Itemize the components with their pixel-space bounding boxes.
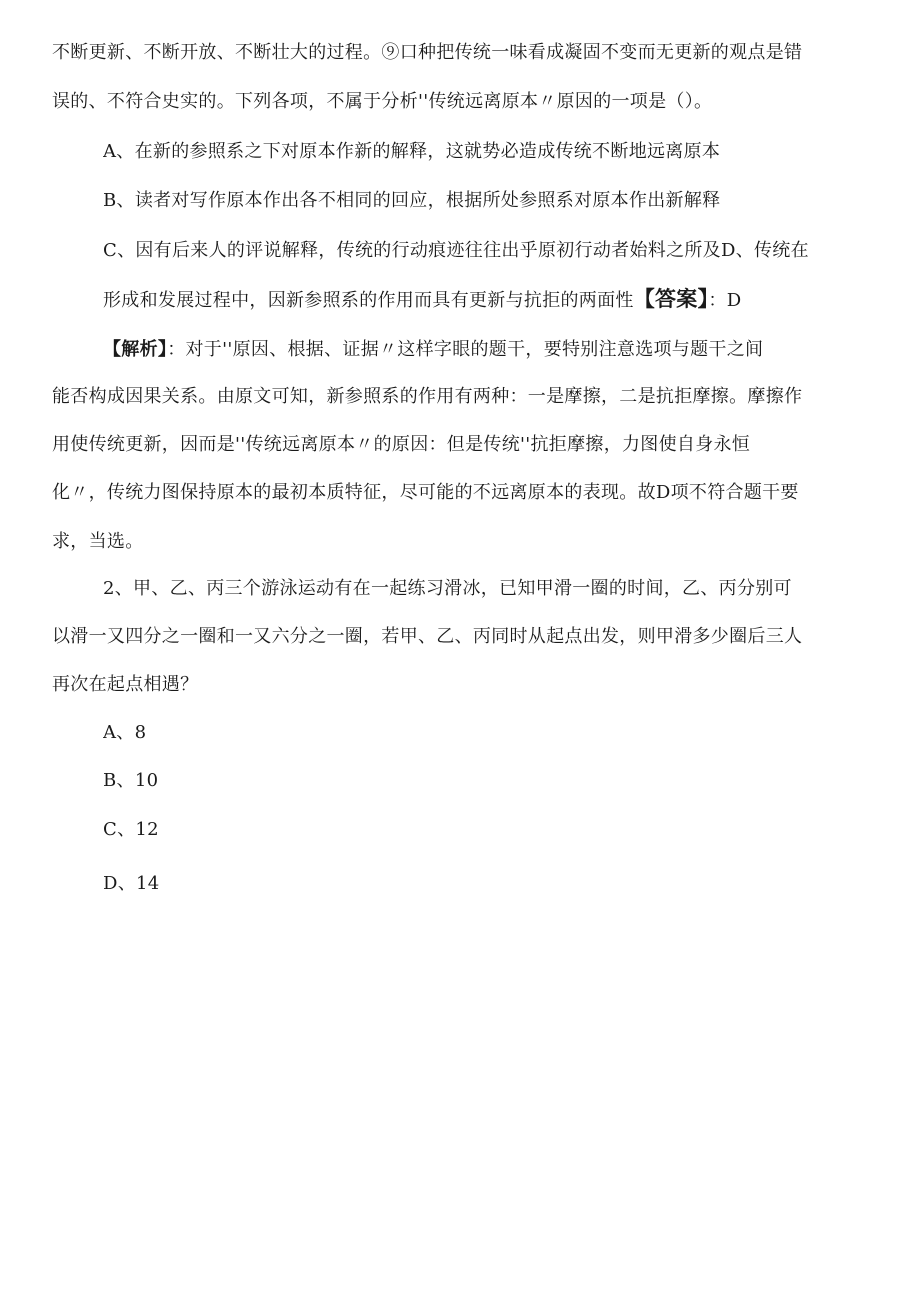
- q1-option-b: B、读者对写作原本作出各不相同的回应，根据所处参照系对原本作出新解释: [103, 190, 721, 211]
- q2-option-d: D、14: [103, 873, 160, 894]
- answer-label: 【答案】: [633, 287, 709, 311]
- analysis-line-5: 求，当选。: [52, 531, 144, 552]
- q1-option-d-continuation: 形成和发展过程中，因新参照系的作用而具有更新与抗拒的两面性: [103, 290, 634, 311]
- q1-option-a: A、在新的参照系之下对原本作新的解释，这就势必造成传统不断地远离原本: [103, 141, 721, 162]
- analysis-label: 【解析】: [103, 339, 168, 360]
- analysis-line-2: 能否构成因果关系。由原文可知，新参照系的作用有两种：一是摩擦，二是抗拒摩擦。摩擦作: [52, 386, 803, 407]
- q1-stem-line-2: 误的、不符合史实的。下列各项，不属于分析''传统远离原本〃原因的一项是（）。: [52, 91, 713, 112]
- q2-stem-line-2: 以滑一又四分之一圈和一又六分之一圈，若甲、乙、丙同时从起点出发，则甲滑多少圈后三人: [52, 626, 803, 647]
- q2-option-a: A、8: [103, 722, 147, 743]
- answer-value: ：D: [708, 290, 742, 311]
- q2-stem-line-3: 再次在起点相遇？: [52, 674, 199, 695]
- analysis-line-4: 化〃，传统力图保持原本的最初本质特征，尽可能的不远离原本的表现。故D项不符合题干要: [52, 482, 799, 503]
- analysis-line-1: [103, 337, 868, 363]
- q1-stem-line-1: 不断更新、不断开放、不断壮大的过程。⑨口种把传统一味看成凝固不变而无更新的观点是错: [52, 42, 803, 63]
- q1-option-d-answer-line: [103, 286, 868, 314]
- analysis-line-3: 用使传统更新，因而是''传统远离原本〃的原因：但是传统''抗拒摩擦，力图使自身永恒: [52, 434, 751, 455]
- analysis-text-1: ：对于''原因、根据、证据〃这样字眼的题干，要特别注意选项与题干之间: [167, 339, 764, 360]
- q2-stem-line-1: 2、甲、乙、丙三个游泳运动有在一起练习滑冰，已知甲滑一圈的时间，乙、丙分别可: [103, 578, 792, 599]
- q2-option-c: C、12: [103, 819, 159, 840]
- q2-option-b: B、10: [103, 770, 159, 791]
- q1-option-c: C、因有后来人的评说解释，传统的行动痕迹往往出乎原初行动者始料之所及D、传统在: [103, 240, 809, 261]
